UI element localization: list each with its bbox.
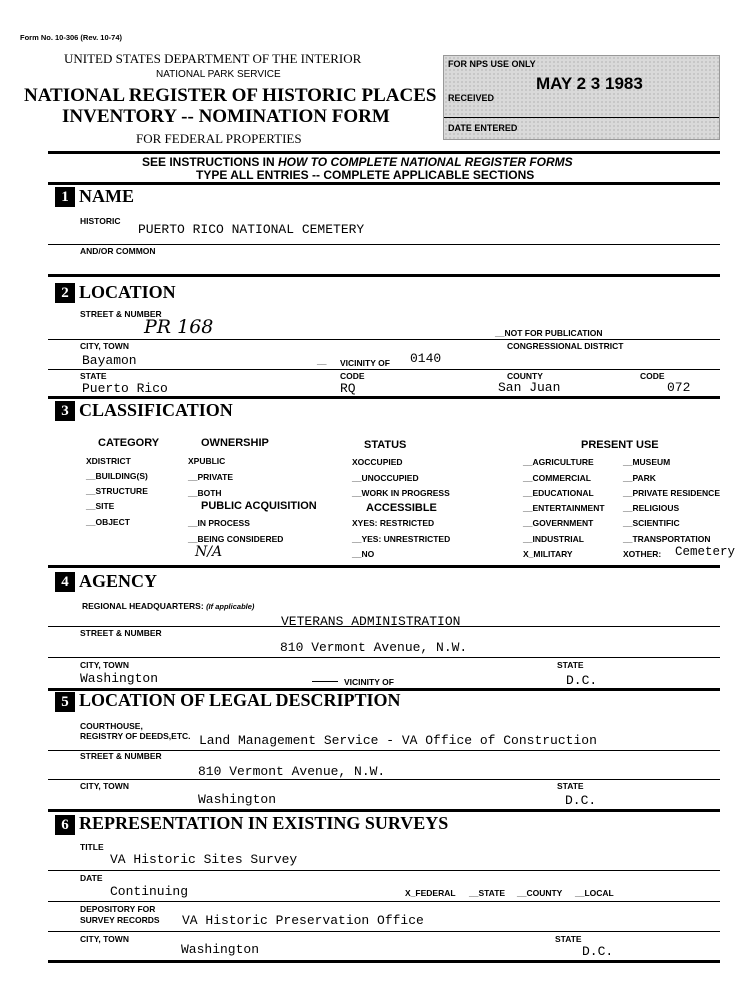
street-line <box>48 339 720 340</box>
agency-city-value: Washington <box>80 671 159 686</box>
use-commercial: __COMMERCIAL <box>523 473 592 483</box>
section4-rule <box>48 565 720 568</box>
code-value: RQ <box>340 381 356 396</box>
congressional-district-label: CONGRESSIONAL DISTRICT <box>507 341 624 351</box>
section3-rule <box>48 396 720 399</box>
historic-label: HISTORIC <box>80 216 121 226</box>
historic-name-value: PUERTO RICO NATIONAL CEMETERY <box>138 222 365 237</box>
bottom-rule <box>48 960 720 963</box>
survey-state-value: D.C. <box>582 944 614 959</box>
section-number-4: 4 <box>55 572 75 592</box>
form-subtitle: INVENTORY -- NOMINATION FORM <box>62 106 390 127</box>
status-heading: STATUS <box>364 439 407 451</box>
category-object: __OBJECT <box>86 517 130 527</box>
county-label: COUNTY <box>507 371 543 381</box>
survey-city-label: CITY, TOWN <box>80 934 129 944</box>
vicinity-mark: __ <box>317 356 327 366</box>
use-museum: __MUSEUM <box>623 457 671 467</box>
courthouse-label: COURTHOUSE, <box>80 721 143 731</box>
registry-value: Land Management Service - VA Office of Construction <box>199 733 597 748</box>
depository-label-1: DEPOSITORY FOR <box>80 904 156 914</box>
status-work-in-progress: __WORK IN PROGRESS <box>352 488 450 498</box>
use-military: X_MILITARY <box>523 549 573 559</box>
legal-city-label: CITY, TOWN <box>80 781 129 791</box>
ownership-private: __PRIVATE <box>188 472 234 482</box>
section-title-legal-description: LOCATION OF LEGAL DESCRIPTION <box>79 690 401 710</box>
city-line <box>48 369 720 370</box>
registry-label: REGISTRY OF DEEDS,ETC. <box>80 731 191 741</box>
acquisition-note: N/A <box>195 544 223 560</box>
section-number-3: 3 <box>55 401 75 421</box>
section-title-agency: AGENCY <box>79 571 158 591</box>
code-label: CODE <box>340 371 365 381</box>
agency-street-value: 810 Vermont Avenue, N.W. <box>280 640 468 655</box>
category-buildings: __BUILDING(S) <box>86 471 148 481</box>
street-number-value: PR 168 <box>144 316 214 338</box>
use-transportation: __TRANSPORTATION <box>623 534 711 544</box>
accessible-heading: ACCESSIBLE <box>366 502 437 514</box>
regional-hq-label <box>82 601 254 611</box>
use-agriculture: __AGRICULTURE <box>523 457 594 467</box>
regional-hq-text: REGIONAL HEADQUARTERS: <box>82 601 204 611</box>
regional-hq-value: VETERANS ADMINISTRATION <box>281 614 461 629</box>
ownership-public: XPUBLIC <box>188 456 226 466</box>
state-value: Puerto Rico <box>82 381 168 396</box>
section-title-classification: CLASSIFICATION <box>79 400 233 420</box>
agency-city-label: CITY, TOWN <box>80 660 129 670</box>
regional-hq-line <box>48 626 720 627</box>
state-label: STATE <box>80 371 107 381</box>
vicinity-label: VICINITY OF <box>340 358 390 368</box>
accessible-unrestricted: __YES: UNRESTRICTED <box>352 534 451 544</box>
header-rule <box>48 151 720 154</box>
use-religious: __RELIGIOUS <box>623 503 680 513</box>
historic-line <box>48 244 720 245</box>
section2-rule <box>48 274 720 277</box>
survey-city-value: Washington <box>181 942 260 957</box>
section6-rule <box>48 809 720 812</box>
agency-vicinity-label: VICINITY OF <box>344 677 394 687</box>
legal-street-line <box>48 779 720 780</box>
use-private-residence: __PRIVATE RESIDENCE <box>623 488 720 498</box>
agency-street-label: STREET & NUMBER <box>80 628 162 638</box>
survey-date-label: DATE <box>80 873 103 883</box>
instructions-line2: TYPE ALL ENTRIES -- COMPLETE APPLICABLE SECTIONS <box>196 168 535 182</box>
use-government: __GOVERNMENT <box>523 518 594 528</box>
section-title-name: NAME <box>79 186 134 206</box>
regional-hq-note: (If applicable) <box>206 602 255 611</box>
legal-state-label: STATE <box>557 781 584 791</box>
agency-state-label: STATE <box>557 660 584 670</box>
category-structure: __STRUCTURE <box>86 486 148 496</box>
department-name: UNITED STATES DEPARTMENT OF THE INTERIOR <box>64 51 362 66</box>
common-name-label: AND/OR COMMON <box>80 246 156 256</box>
instructions-prefix: SEE INSTRUCTIONS IN <box>142 155 279 169</box>
survey-date-line <box>48 901 720 902</box>
city-town-label: CITY, TOWN <box>80 341 129 351</box>
service-name: NATIONAL PARK SERVICE <box>156 69 281 80</box>
survey-title-line <box>48 870 720 871</box>
form-number: Form No. 10-306 (Rev. 10-74) <box>20 33 122 42</box>
not-for-publication: __NOT FOR PUBLICATION <box>495 328 603 338</box>
use-other: XOTHER: <box>623 549 662 559</box>
accessible-restricted: XYES: RESTRICTED <box>352 518 435 528</box>
agency-vicinity-blank <box>312 681 338 682</box>
use-other-value: Cemetery <box>675 545 736 559</box>
survey-date-value: Continuing <box>110 884 189 899</box>
category-site: __SITE <box>86 501 115 511</box>
use-industrial: __INDUSTRIAL <box>523 534 584 544</box>
received-label: RECEIVED <box>448 93 495 103</box>
use-park: __PARK <box>623 473 656 483</box>
section-number-1: 1 <box>55 187 75 207</box>
level-local: __LOCAL <box>575 888 614 898</box>
section-title-surveys: REPRESENTATION IN EXISTING SURVEYS <box>79 813 449 833</box>
level-state: __STATE <box>469 888 506 898</box>
status-unoccupied: __UNOCCUPIED <box>352 473 419 483</box>
acquisition-heading: PUBLIC ACQUISITION <box>201 500 317 512</box>
use-scientific: __SCIENTIFIC <box>623 518 680 528</box>
section-number-2: 2 <box>55 283 75 303</box>
agency-state-value: D.C. <box>566 673 598 688</box>
accessible-no: __NO <box>352 549 375 559</box>
county-value: San Juan <box>498 380 561 395</box>
legal-state-value: D.C. <box>565 793 597 808</box>
form-title: NATIONAL REGISTER OF HISTORIC PLACES <box>24 85 437 106</box>
section-number-6: 6 <box>55 815 75 835</box>
level-county: __COUNTY <box>517 888 563 898</box>
instructions-line1 <box>142 155 573 169</box>
date-entered-label: DATE ENTERED <box>448 123 518 133</box>
section-title-location: LOCATION <box>79 282 176 302</box>
use-entertainment: __ENTERTAINMENT <box>523 503 605 513</box>
legal-city-value: Washington <box>198 792 277 807</box>
received-stamp: MAY 2 3 1983 <box>536 74 643 93</box>
county-code-label: CODE <box>640 371 665 381</box>
present-use-heading: PRESENT USE <box>581 439 659 451</box>
county-code-value: 072 <box>667 380 691 395</box>
survey-title-value: VA Historic Sites Survey <box>110 852 298 867</box>
section1-rule <box>48 182 720 185</box>
ownership-both: __BOTH <box>188 488 222 498</box>
acquisition-in-process: __IN PROCESS <box>188 518 250 528</box>
use-educational: __EDUCATIONAL <box>523 488 594 498</box>
depository-value: VA Historic Preservation Office <box>182 913 424 928</box>
category-district: XDISTRICT <box>86 456 131 466</box>
ownership-heading: OWNERSHIP <box>201 437 269 449</box>
acquisition-being-considered: __BEING CONSIDERED <box>188 534 284 544</box>
agency-street-line <box>48 657 720 658</box>
nps-use-only-label: FOR NPS USE ONLY <box>448 59 536 69</box>
category-heading: CATEGORY <box>98 437 160 449</box>
depository-line <box>48 931 720 932</box>
street-number-label: STREET & NUMBER <box>80 309 162 319</box>
nps-use-box <box>443 55 720 140</box>
form-scope: FOR FEDERAL PROPERTIES <box>136 131 302 146</box>
district-value: 0140 <box>410 351 442 366</box>
legal-street-value: 810 Vermont Avenue, N.W. <box>198 764 386 779</box>
depository-label-2: SURVEY RECORDS <box>80 915 160 925</box>
survey-title-label: TITLE <box>80 842 104 852</box>
instructions-emphasis: HOW TO COMPLETE NATIONAL REGISTER FORMS <box>278 155 573 169</box>
nps-divider <box>444 117 719 118</box>
survey-state-label: STATE <box>555 934 582 944</box>
city-value: Bayamon <box>82 353 137 368</box>
level-federal: X_FEDERAL <box>405 888 456 898</box>
legal-street-label: STREET & NUMBER <box>80 751 162 761</box>
status-occupied: XOCCUPIED <box>352 457 403 467</box>
section-number-5: 5 <box>55 692 75 712</box>
